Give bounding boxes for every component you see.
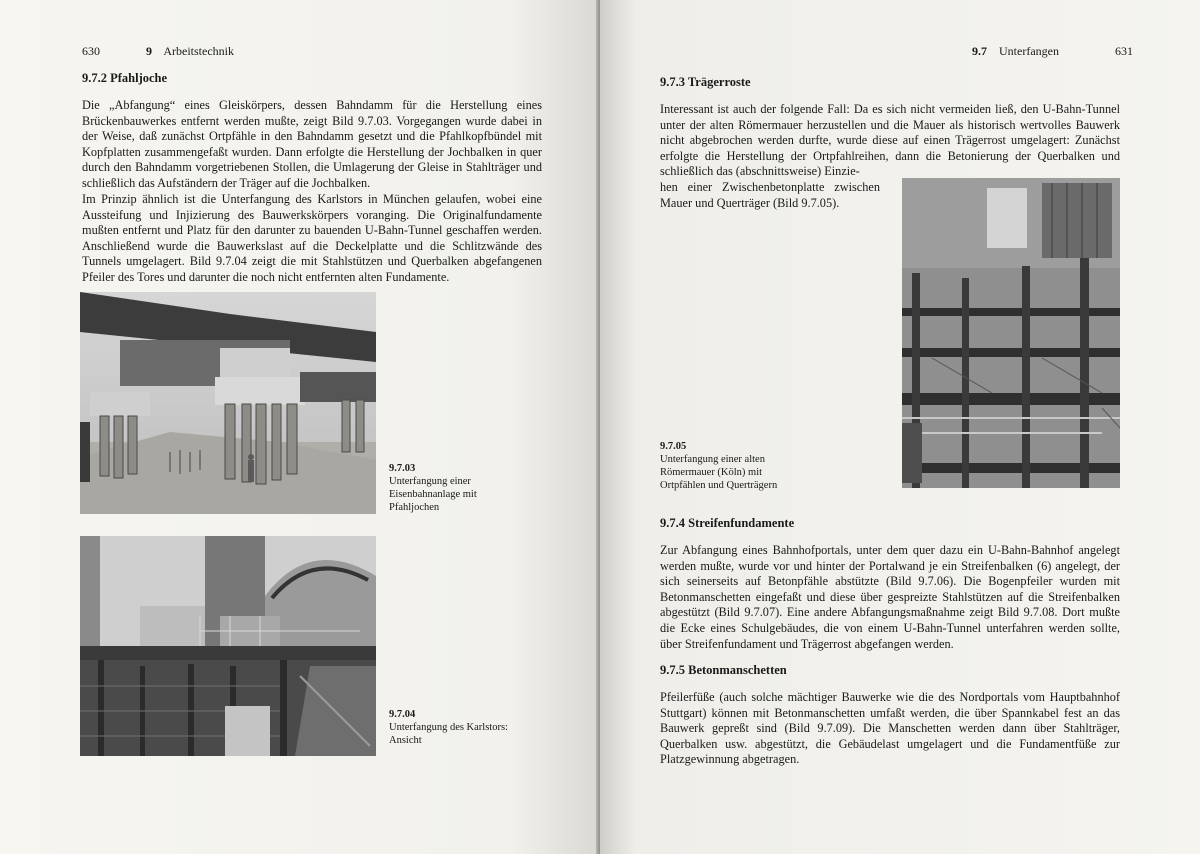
chapter-number: 9 (146, 44, 152, 58)
figure-9-7-05-text: Unterfangung einer alten Römermauer (Köln) mit Ortpfählen und Querträgern (660, 454, 778, 491)
right-running-head (972, 44, 1133, 59)
figure-9-7-04-photo (80, 536, 376, 756)
right-paragraph-3: Pfeilerfüße (auch solche mächtiger Bauwerke wie die des Nordportals vom Hauptbahnhof Stuttgart) können mit Betonmanschetten umfaßt werden, die über Spannkabel fest an das Bauwerk gepreßt sind (Bild 9.7.09). Die Manschetten werden dann über Stahlträger, Querbalken usw. abgestützt, die Gebäudelast umgelagert und die Fundamentfüße zur Platzgewinnung abgetragen. (660, 690, 1120, 767)
left-running-head (82, 44, 234, 59)
heading-betonmanschetten: 9.7.5 Betonmanschetten (660, 663, 787, 677)
right-paragraph-2: Zur Abfangung eines Bahnhofportals, unter dem quer dazu ein U-Bahn-Bahnhof angelegt werden mußte, wurde vor und hinter der Portalwand je ein Streifenbalken (6) angelegt, der sich seinerseits auf Betonpfähle abstützte (Bild 9.7.06). Die Bogenpfeiler wurden mit Betonmanschetten eingefaßt und diese über gespreizte Stahlstützen auf die Streifenbalken abgestützt (Bild 9.7.07). Eine andere Abfangungsmaßnahme zeigt Bild 9.7.08. Dort mußte die Ecke eines Schulgebäudes, die von einem U-Bahn-Tunnel unterfahren werden sollte, über Streifenfundament und Trägerrost abgefangen werden. (660, 543, 1120, 651)
figure-9-7-03-text: Unterfangung einer Eisenbahnanlage mit Pfahljochen (389, 476, 477, 513)
left-paragraph-2: Im Prinzip ähnlich ist die Unterfangung des Karlstors in München gelaufen, wobei eine Aussteifung und Injizierung des Bauwerkskörpers voranging. Die Originalfundamente mußten entfernt und Platz für den darunter zu bauenden U-Bahn-Tunnel geschaffen werden. Anschließend wurde die Bauwerkslast auf die Deckelplatte und die Schlitzwände des Tunnels umgelagert. Bild 9.7.04 zeigt die mit Stahlstützen und Querbalken abgefangenen Pfeiler des Tores und darunter die noch nicht entfernten alten Fundamente. (82, 192, 542, 284)
left-page-number: 630 (82, 44, 100, 58)
section-heading-pfahljoche: 9.7.2 Pfahljoche (82, 71, 168, 85)
right-paragraph-1-tail: hen einer Zwischenbetonplatte zwischen Mauer und Querträger (Bild 9.7.05). (660, 180, 880, 210)
figure-9-7-05-caption (660, 440, 810, 492)
figure-9-7-04-caption (389, 708, 509, 747)
left-paragraph-1: Die „Abfangung“ eines Gleiskörpers, dessen Bahndamm für die Herstellung eines Brückenbauwerkes entfernt werden mußte, zeigt Bild 9.7.03. Vorgegangen wurde dabei in der Weise, daß zunächst Ortpfähle in den Bahndamm gesetzt und die Pfahlkopfbündel mit Kopfplatten zusammengefaßt wurden. Dann erfolgte die Herstellung der Jochbalken in quer durch den Bahndamm vorgetriebenen Stollen, die Umlagerung der Gleise in Stahlträger und schließlich das Aufständern der Träger auf die Jochbalken. (82, 98, 542, 190)
figure-9-7-03-photo (80, 292, 376, 514)
right-page (600, 0, 1200, 854)
right-page-number: 631 (1114, 44, 1133, 58)
chapter-title: Arbeitstechnik (163, 44, 234, 58)
figure-9-7-03-number: 9.7.03 (389, 463, 416, 474)
figure-9-7-03-caption (389, 462, 509, 514)
running-section-number: 9.7 (972, 44, 987, 58)
figure-9-7-04-number: 9.7.04 (389, 709, 416, 720)
figure-9-7-05-number: 9.7.05 (660, 441, 687, 452)
figure-9-7-05-photo (902, 178, 1120, 488)
running-section-title: Unterfangen (999, 44, 1059, 58)
heading-streifenfundamente: 9.7.4 Streifenfundamente (660, 516, 795, 530)
right-paragraph-1: Interessant ist auch der folgende Fall: Da es sich nicht vermeiden ließ, den U-Bahn-Tunnel unter der alten Römermauer herzustellen und die Mauer als historisch wertvolles Bauwerk nicht abgebrochen werden durfte, wurde diese auf einen Trägerrost umgelagert: Zunächst erfolgte die Herstellung der Ortpfahlreihen, dann die Betonierung der Querbalken und schließlich das (abschnittsweise) Einzie- (660, 102, 1120, 179)
heading-traegerroste: 9.7.3 Trägerroste (660, 75, 751, 89)
figure-9-7-04-text: Unterfangung des Karlstors: Ansicht (389, 722, 508, 746)
